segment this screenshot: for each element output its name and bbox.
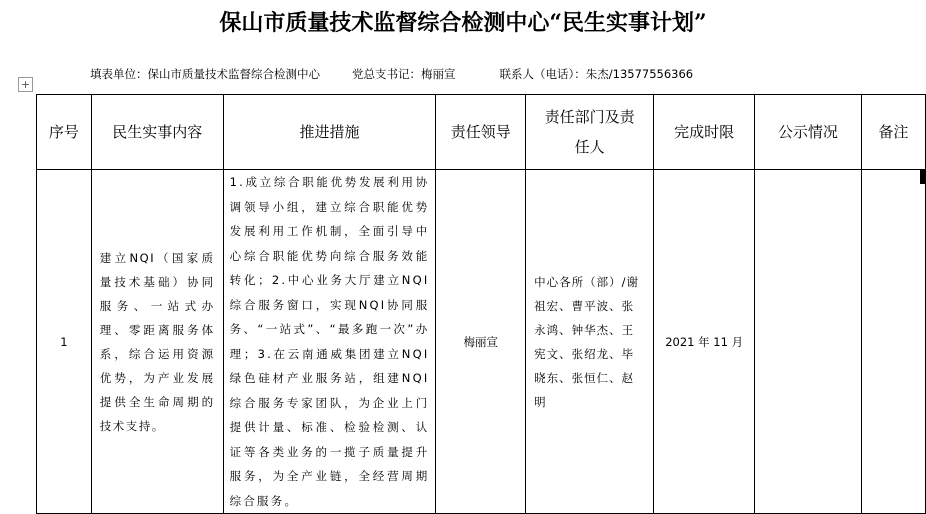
cell-public [755, 170, 862, 514]
header-public: 公示情况 [755, 95, 862, 170]
header-department: 责任部门及责任人 [526, 95, 654, 170]
table-row [37, 170, 926, 514]
cell-department: 中心各所（部）/谢祖宏、曹平波、张永鸿、钟华杰、王宪文、张绍龙、毕晓东、张恒仁、赵明 [534, 274, 640, 409]
fill-unit: 填表单位：保山市质量技术监督综合检测中心 [90, 67, 320, 81]
header-measures: 推进措施 [223, 95, 436, 170]
header-content: 民生实事内容 [91, 95, 223, 170]
cell-measures: 1.成立综合职能优势发展利用协调领导小组，建立综合职能优势发展利用工作机制，全面引导中心综合职能优势向综合服务效能转化；2.中心业务大厅建立NQI综合服务窗口，实现NQI协同服务、“一站式”、“最多跑一次”办理；3.在云南通威集团建立NQI绿色硅材产业服务站，组建NQI综合服务专家团队，为企业上门提供计量、标准、检验检测、认证等各类业务的一揽子质量提升服务，为全产业链，全经营周期综合服务。 [229, 175, 430, 508]
header-remark: 备注 [861, 95, 925, 170]
cell-leader: 梅丽宣 [436, 170, 526, 514]
document-title: 保山市质量技术监督综合检测中心“民生实事计划” [219, 10, 707, 36]
party-secretary: 党总支书记：梅丽宣 [352, 67, 456, 81]
table-header-row [37, 95, 926, 170]
contact-person: 联系人（电话）：朱杰/13577556366 [499, 67, 694, 81]
meta-line [90, 66, 693, 82]
header-no: 序号 [37, 95, 92, 170]
plan-table [36, 94, 926, 514]
header-deadline: 完成时限 [654, 95, 755, 170]
cell-content: 建立NQI（国家质量技术基础）协同服务、一站式办理、零距离服务体系，综合运用资源优势，为产业发展提供全生命周期的技术支持。 [99, 250, 215, 433]
cell-no: 1 [37, 170, 92, 514]
header-leader: 责任领导 [436, 95, 526, 170]
cell-deadline: 2021 年 11 月 [654, 170, 755, 514]
table-move-handle-icon[interactable]: + [18, 77, 33, 92]
edge-marker [920, 170, 926, 184]
cell-remark [861, 170, 925, 514]
